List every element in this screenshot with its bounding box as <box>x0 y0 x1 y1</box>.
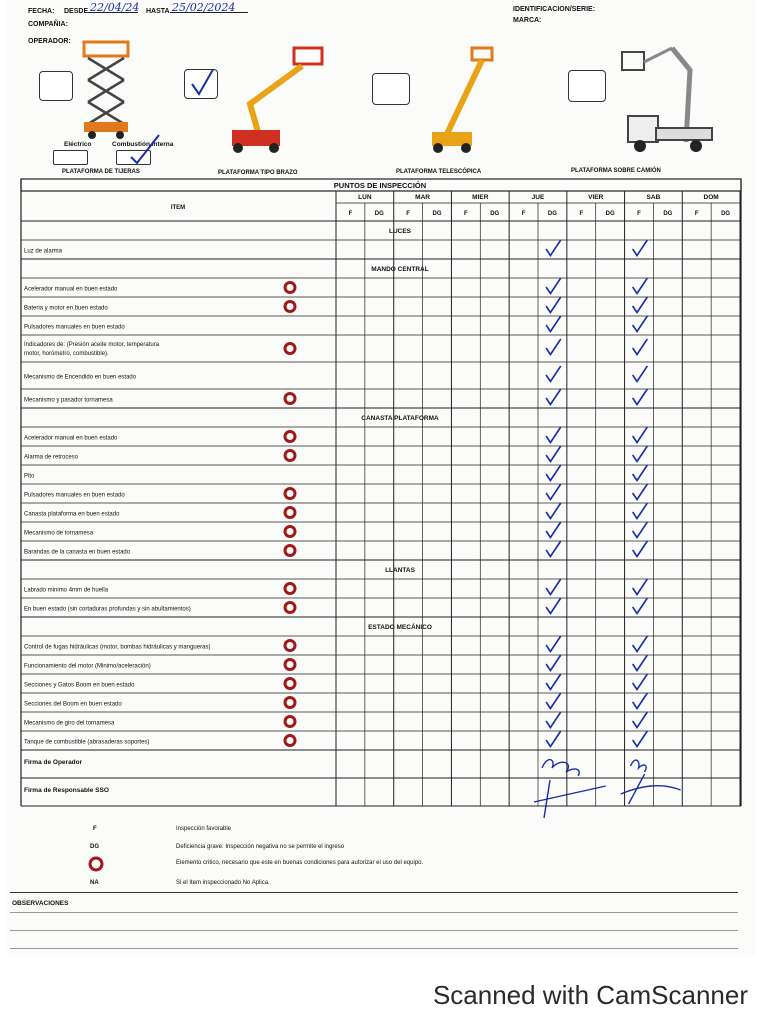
check-mark <box>546 298 560 313</box>
critical-element-icon <box>285 717 295 727</box>
check-mark <box>546 542 560 557</box>
section-title: MANDO CENTRAL <box>371 266 429 273</box>
day-header: MAR <box>415 194 430 201</box>
subcol-header: DG <box>374 211 384 217</box>
check-mark <box>633 694 647 709</box>
inspection-table <box>20 178 744 828</box>
check-mark <box>546 340 560 355</box>
critical-element-icon <box>285 432 295 442</box>
observaciones-rule <box>10 892 738 893</box>
item-label: Secciones del Boom en buen estado <box>24 701 122 708</box>
checkbox-electrico[interactable] <box>53 150 88 165</box>
item-label: Mecanismo de Encendido en buen estado <box>24 374 137 381</box>
item-label: Mecanismo y pasador tornamesa <box>24 397 113 404</box>
item-label: Canasta plataforma en buen estado <box>24 511 120 518</box>
check-mark <box>546 504 560 519</box>
scissor-lift-icon <box>78 40 134 140</box>
item-label: Mecanismo de giro del tornamesa <box>24 720 115 727</box>
subcol-header: DG <box>721 211 731 217</box>
critical-element-icon <box>285 527 295 537</box>
item-label: Alarma de retroceso <box>24 454 79 461</box>
operator-signature-sab <box>631 760 647 772</box>
section-title: CANASTA PLATAFORMA <box>361 415 439 422</box>
check-mark <box>633 298 647 313</box>
check-mark <box>546 428 560 443</box>
critical-element-icon <box>285 344 295 354</box>
item-label: Pulsadores manuales en buen estado <box>24 324 125 331</box>
check-mark <box>633 656 647 671</box>
subcol-header: DG <box>490 211 500 217</box>
subcol-header: DG <box>432 211 442 217</box>
boom-lift-icon <box>222 44 328 154</box>
desde-label: DESDE <box>64 8 89 15</box>
check-mark <box>633 447 647 462</box>
item-label: Mecanismo de tornamesa <box>24 530 94 537</box>
critical-element-icon <box>285 508 295 518</box>
legend-text-na: Si el ítem inspeccionado No Aplica. <box>176 880 270 886</box>
check-mark <box>633 317 647 332</box>
observaciones-line[interactable] <box>10 912 738 913</box>
legend-text-f: Inspección favorable <box>176 826 232 832</box>
critical-element-icon <box>285 660 295 670</box>
critical-element-icon <box>88 856 104 872</box>
critical-element-icon <box>285 679 295 689</box>
check-mark <box>633 504 647 519</box>
combustion-label: Combustión Interna <box>112 141 174 148</box>
checkbox-telescopica[interactable] <box>372 73 410 105</box>
hasta-label: HASTA <box>146 8 170 15</box>
critical-element-icon <box>285 489 295 499</box>
identificacion-label: IDENTIFICACION/SERIE: <box>513 6 596 13</box>
check-mark <box>546 599 560 614</box>
item-label: Acelerador manual en buen estado <box>24 435 118 442</box>
subcol-header: F <box>694 211 699 217</box>
item-label: Pito <box>24 473 35 480</box>
legend-code-dg: DG <box>90 844 99 850</box>
item-label: Luz de alarma <box>24 248 63 255</box>
observaciones-label: OBSERVACIONES <box>12 900 69 907</box>
item-label: motor, horómetro, combustible). <box>24 351 109 357</box>
desde-line <box>88 12 138 13</box>
check-mark <box>546 523 560 538</box>
check-mark <box>633 390 647 405</box>
check-mark <box>546 279 560 294</box>
critical-element-icon <box>285 451 295 461</box>
check-mark <box>546 675 560 690</box>
marca-label: MARCA: <box>513 17 542 24</box>
subcol-header: DG <box>663 211 673 217</box>
check-mark <box>633 340 647 355</box>
check-mark <box>546 656 560 671</box>
camscanner-watermark: Scanned with CamScanner <box>432 980 748 1010</box>
item-label: Tanque de combustible (abrasaderas soportes) <box>24 739 150 746</box>
subcol-header: F <box>521 211 526 217</box>
checkbox-combustion[interactable] <box>116 150 151 165</box>
item-label: Bateria y motor en buen estado <box>24 305 108 312</box>
critical-element-icon <box>285 546 295 556</box>
day-header: VIER <box>588 194 604 201</box>
hasta-value: 25/02/2024 <box>172 1 236 14</box>
check-mark <box>546 367 560 382</box>
check-mark <box>633 542 647 557</box>
check-mark <box>546 317 560 332</box>
critical-element-icon <box>285 603 295 613</box>
check-mark <box>546 447 560 462</box>
check-mark <box>546 241 560 256</box>
day-header: MIER <box>472 194 489 201</box>
check-mark <box>633 241 647 256</box>
checkbox-camion[interactable] <box>568 70 606 102</box>
legend-text-critical: Elemento critico, necesario que este en buenas condiciones para autorizar el uso del equipo. <box>176 860 424 866</box>
section-title: LUCES <box>388 228 412 235</box>
day-header: LUN <box>358 194 372 201</box>
check-mark <box>633 637 647 652</box>
check-mark <box>633 675 647 690</box>
item-label: Labrado minimo 4mm de huella <box>24 587 109 594</box>
item-label: Secciones y Gatos Boom en buen estado <box>24 682 135 689</box>
item-label: Funcionamiento del motor (Minimo/aceleración) <box>24 663 151 670</box>
day-header: SAB <box>646 194 661 201</box>
subcol-header: DG <box>547 211 557 217</box>
check-mark <box>633 485 647 500</box>
item-label: Barandas de la canasta en buen estado <box>24 549 131 556</box>
item-label: Pulsadores manuales en buen estado <box>24 492 125 499</box>
critical-element-icon <box>285 736 295 746</box>
subcol-header: F <box>406 211 410 217</box>
check-mark <box>633 428 647 443</box>
caption-camion: PLATAFORMA SOBRE CAMIÓN <box>571 168 661 174</box>
observaciones-line[interactable] <box>10 930 738 931</box>
section-title: ESTADO MECÁNICO <box>368 624 432 631</box>
check-mark <box>546 485 560 500</box>
check-mark <box>546 637 560 652</box>
critical-element-icon <box>285 394 295 404</box>
caption-telescopica: PLATAFORMA TELESCÓPICA <box>396 169 482 175</box>
hasta-line <box>170 12 248 13</box>
check-mark <box>633 732 647 747</box>
critical-element-icon <box>285 283 295 293</box>
signature-label: Firma de Operador <box>24 759 83 766</box>
check-mark <box>546 694 560 709</box>
check-mark <box>546 713 560 728</box>
fecha-label: FECHA: <box>28 8 55 15</box>
responsable-signature-jue <box>534 780 606 818</box>
subcol-header: F <box>348 211 353 217</box>
caption-tijeras: PLATAFORMA DE TIJERAS <box>62 169 140 175</box>
truck-lift-icon <box>620 40 716 156</box>
table-title: PUNTOS DE INSPECCIÓN <box>333 181 427 190</box>
operador-label: OPERADOR: <box>28 38 71 45</box>
check-mark <box>633 580 647 595</box>
check-mark <box>546 580 560 595</box>
telescopic-lift-icon <box>426 46 496 156</box>
day-header: JUE <box>531 194 545 201</box>
critical-element-icon <box>285 698 295 708</box>
check-mark <box>633 367 647 382</box>
compania-label: COMPAÑIA: <box>28 21 68 28</box>
checkbox-tijeras[interactable] <box>39 71 73 101</box>
check-mark <box>633 523 647 538</box>
item-label: En buen estado (sin cortaduras profundas y sin abultamientos) <box>24 606 191 613</box>
check-mark <box>546 466 560 481</box>
item-label: Indicadores de: (Presión aceite motor, temperatura <box>24 342 160 348</box>
check-mark <box>633 713 647 728</box>
check-mark <box>633 466 647 481</box>
observaciones-line[interactable] <box>10 948 738 949</box>
item-label: Acelerador manual en buen estado <box>24 286 118 293</box>
caption-brazo: PLATAFORMA TIPO BRAZO <box>218 170 298 176</box>
checkbox-brazo[interactable] <box>184 69 218 99</box>
critical-element-icon <box>285 584 295 594</box>
section-title: LLANTAS <box>385 567 415 574</box>
critical-element-icon <box>285 641 295 651</box>
subcol-header: DG <box>605 211 615 217</box>
desde-value: 22/04/24 <box>90 1 140 14</box>
day-header: DOM <box>703 194 719 201</box>
operator-signature-jue <box>542 760 579 776</box>
check-mark-icon <box>117 135 157 165</box>
critical-element-icon <box>285 302 295 312</box>
legend-code-f: F <box>93 826 97 832</box>
check-mark <box>633 599 647 614</box>
check-mark-icon <box>185 70 217 98</box>
check-mark <box>546 732 560 747</box>
check-mark <box>546 390 560 405</box>
subcol-header: F <box>464 211 468 217</box>
subcol-header: F <box>579 211 584 217</box>
electric-label: Eléctrico <box>64 141 92 148</box>
check-mark <box>633 279 647 294</box>
item-header: ITEM <box>170 205 186 211</box>
legend-code-na: NA <box>90 880 99 886</box>
item-label: Control de fugas hidráulicas (motor, bombas hidráulicas y mangueras) <box>24 644 211 651</box>
signature-label: Firma de Responsable SSO <box>24 787 109 794</box>
subcol-header: F <box>637 211 641 217</box>
legend-text-dg: Deficiencia grave: Inspección negativa no se permite el ingreso <box>176 844 345 850</box>
